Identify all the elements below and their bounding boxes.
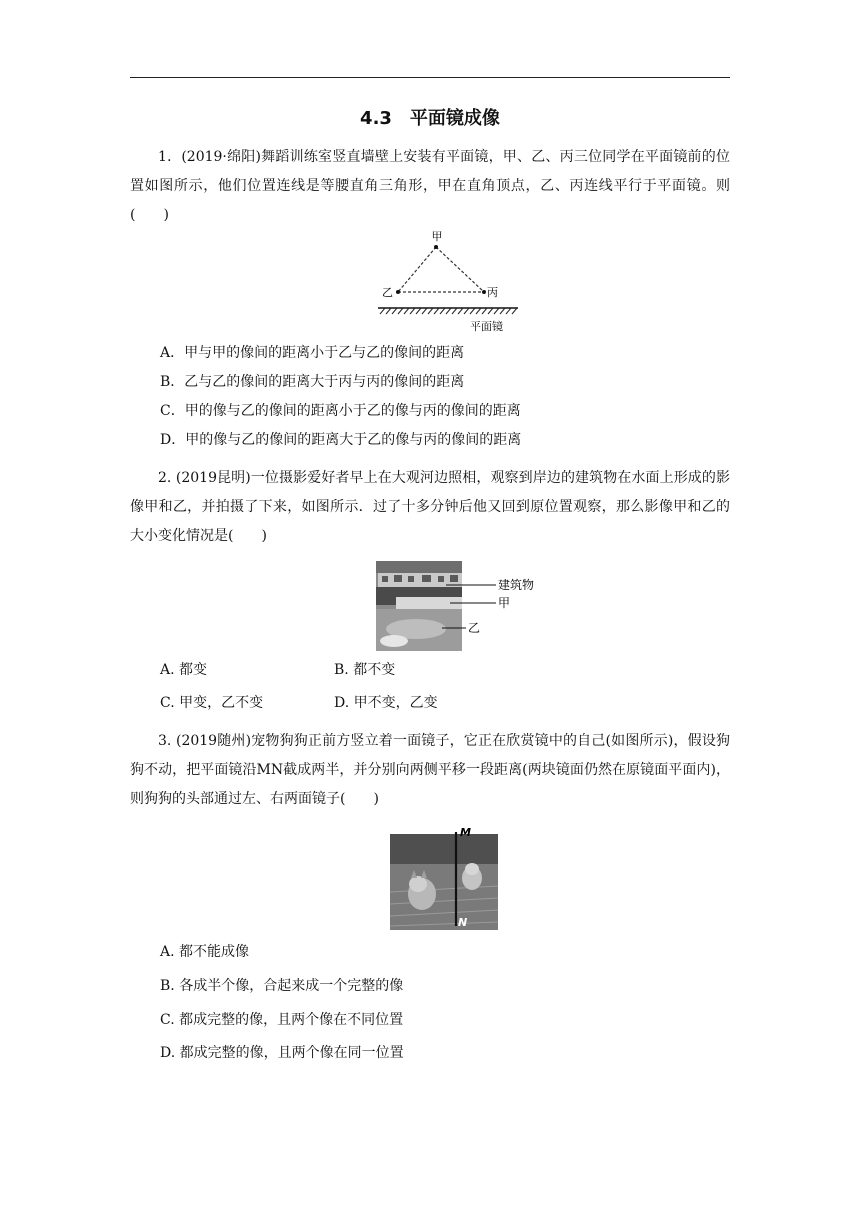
figure-label-jia: 甲 — [431, 230, 443, 243]
mirror-hatching — [380, 308, 517, 314]
label-n: N — [458, 916, 468, 929]
triangle-mirror-figure — [370, 226, 520, 336]
q1-option-b: B．乙与乙的像间的距离大于丙与丙的像间的距离 — [160, 374, 465, 390]
question-1-text — [130, 143, 730, 230]
q2-option-d: D. 甲不变，乙变 — [334, 695, 438, 711]
river-photo-figure — [376, 561, 535, 651]
label-m: M — [460, 826, 471, 839]
label-yi: 乙 — [468, 621, 481, 635]
question-2-text — [130, 464, 730, 551]
point-bing — [482, 290, 486, 294]
q3-option-b: B. 各成半个像，合起来成一个完整的像 — [160, 978, 404, 994]
page-title: 4.3 平面镜成像 — [360, 108, 500, 129]
q3-option-d: D. 都成完整的像，且两个像在同一位置 — [160, 1045, 404, 1061]
q1-option-a: A．甲与甲的像间的距离小于乙与乙的像间的距离 — [160, 345, 465, 361]
question-3-stem: 3. (2019随州)宠物狗狗正前方竖立着一面镜子，它正在欣赏镜中的自己(如图所示)，假设狗狗不动，把平面镜沿MN截成两半，并分别向两侧平移一段距离(两块镜面仍然在原镜面平面内)，则狗狗的头部通过左、右两面镜子( ) — [130, 733, 730, 807]
label-jia: 甲 — [498, 596, 511, 610]
q2-option-a: A. 都变 — [160, 662, 208, 678]
q3-option-a: A. 都不能成像 — [160, 944, 250, 960]
q1-option-d: D．甲的像与乙的像间的距离大于乙的像与丙的像间的距离 — [160, 432, 522, 448]
label-building: 建筑物 — [498, 578, 535, 592]
question-2-stem: 2. (2019昆明)一位摄影爱好者早上在大观河边照相，观察到岸边的建筑物在水面上形成的影像甲和乙，并拍摄了下来，如图所示．过了十多分钟后他又回到原位置观察，那么影像甲和乙的大小变化情况是( ) — [130, 470, 730, 544]
figure-label-mirror: 平面镜 — [470, 320, 503, 333]
triangle-side-left — [398, 247, 436, 292]
question-1-stem: 1．(2019·绵阳)舞蹈训练室竖直墙壁上安装有平面镜，甲、乙、丙三位同学在平面镜前的位置如图所示，他们位置连线是等腰直角三角形，甲在直角顶点，乙、丙连线平行于平面镜。则( ) — [130, 149, 730, 223]
dog-mirror-figure — [388, 822, 500, 932]
question-3-text — [130, 727, 730, 814]
point-jia — [434, 245, 438, 249]
point-yi — [396, 290, 400, 294]
q2-option-b: B. 都不变 — [334, 662, 396, 678]
q3-option-c: C. 都成完整的像，且两个像在不同位置 — [160, 1012, 404, 1028]
triangle-side-right — [436, 247, 484, 292]
figure-label-yi: 乙 — [382, 286, 393, 299]
figure-label-bing: 丙 — [487, 286, 498, 299]
q1-option-c: C．甲的像与乙的像间的距离小于乙的像与丙的像间的距离 — [160, 403, 521, 419]
q2-option-c: C. 甲变，乙不变 — [160, 695, 264, 711]
header-rule — [130, 77, 730, 78]
